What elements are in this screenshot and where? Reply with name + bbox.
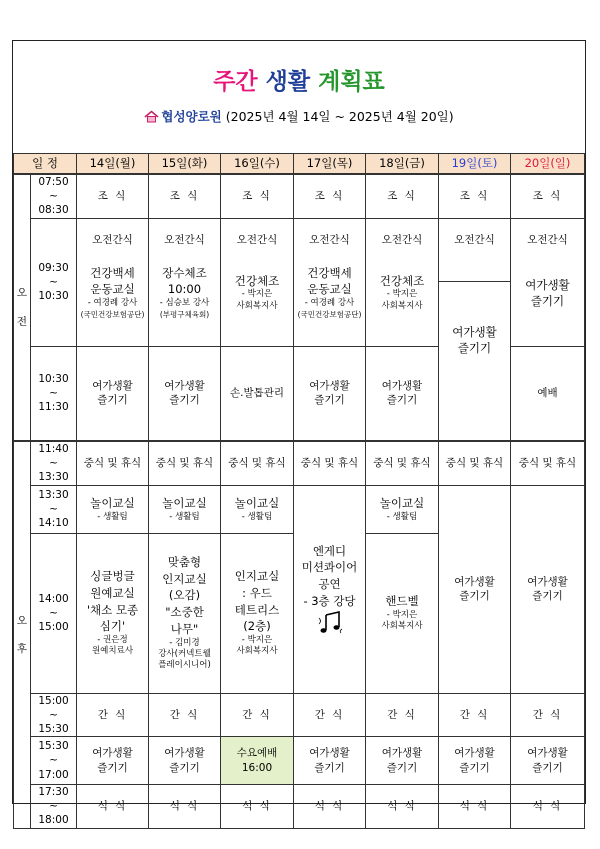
snack-cell: 간 식	[221, 693, 294, 737]
time-cell: 07:50 ~ 08:30	[31, 174, 77, 218]
cell-fri-1530: 여가생활 즐기기	[366, 737, 439, 785]
time-cell: 15:30 ~ 17:00	[31, 737, 77, 785]
cell-wed-1030: 손.발톱관리	[221, 346, 294, 441]
time-cell: 11:40 ~ 13:30	[31, 441, 77, 485]
cell-tue-1030: 여가생활 즐기기	[149, 346, 221, 441]
subtitle	[13, 107, 585, 125]
period: (2025년 4월 14일 ~ 2025년 4월 20일)	[225, 109, 454, 124]
lunch-cell: 중식 및 휴식	[77, 441, 149, 485]
session-am: 오 전	[14, 174, 31, 441]
cell-wed-0930: 오전간식 건강체조 - 박지은 사회복지사	[221, 218, 294, 346]
dinner-cell: 석 식	[366, 785, 439, 829]
row-breakfast	[14, 174, 585, 218]
cell-thu-1530: 여가생활 즐기기	[294, 737, 366, 785]
cell-sun-pm: 여가생활 즐기기	[511, 485, 585, 693]
time-cell: 09:30 ~ 10:30	[31, 218, 77, 346]
dinner-cell: 석 식	[511, 785, 585, 829]
cell-wed-1400: 인지교실 : 우드 테트리스 (2층) - 박지은 사회복지사	[221, 533, 294, 693]
cell-fri-1400: 핸드벨 - 박지은 사회복지사	[366, 533, 439, 693]
cell-sun-1030: 예배	[511, 346, 585, 441]
dinner-cell: 석 식	[221, 785, 294, 829]
breakfast-cell: 조 식	[439, 174, 511, 218]
breakfast-cell: 조 식	[221, 174, 294, 218]
time-cell: 10:30 ~ 11:30	[31, 346, 77, 441]
lunch-cell: 중식 및 휴식	[366, 441, 439, 485]
schedule-table	[13, 153, 585, 829]
cell-mon-0930: 오전간식 건강백세 운동교실 - 여경례 강사 (국민건강보험공단)	[77, 218, 149, 346]
row-1330	[14, 485, 585, 533]
cell-sun-0930: 오전간식 여가생활 즐기기	[511, 218, 585, 346]
dinner-cell: 석 식	[77, 785, 149, 829]
cell-mon-1030: 여가생활 즐기기	[77, 346, 149, 441]
lunch-cell: 중식 및 휴식	[221, 441, 294, 485]
cell-mon-1400: 싱글벙글 원예교실 '채소 모종 심기' - 권은정 원예치료사	[77, 533, 149, 693]
day-thu: 17일(목)	[294, 154, 366, 175]
day-fri: 18일(금)	[366, 154, 439, 175]
cell-thu-1030: 여가생활 즐기기	[294, 346, 366, 441]
row-1530	[14, 737, 585, 785]
lunch-cell: 중식 및 휴식	[149, 441, 221, 485]
row-lunch	[14, 441, 585, 485]
music-note-icon	[317, 611, 343, 635]
breakfast-cell: 조 식	[77, 174, 149, 218]
cell-thu-0930: 오전간식 건강백세 운동교실 - 여경례 강사 (국민건강보험공단)	[294, 218, 366, 346]
breakfast-cell: 조 식	[366, 174, 439, 218]
cell-wed-1330: 놀이교실 - 생활팀	[221, 485, 294, 533]
time-cell: 17:30 ~ 18:00	[31, 785, 77, 829]
dinner-cell: 석 식	[439, 785, 511, 829]
schedule-frame	[12, 40, 586, 827]
snack-cell: 간 식	[77, 693, 149, 737]
row-0930	[14, 218, 585, 346]
time-cell: 15:00 ~ 15:30	[31, 693, 77, 737]
cell-sat-pm: 여가생활 즐기기	[439, 485, 511, 693]
dinner-cell: 석 식	[149, 785, 221, 829]
session-pm: 오 후	[14, 441, 31, 828]
breakfast-cell: 조 식	[511, 174, 585, 218]
row-snack	[14, 693, 585, 737]
breakfast-cell: 조 식	[149, 174, 221, 218]
cell-tue-0930: 오전간식 장수체조 10:00 - 심승보 강사 (부평구체육회)	[149, 218, 221, 346]
header-label: 일 정	[14, 154, 77, 175]
snack-cell: 간 식	[294, 693, 366, 737]
day-sun: 20일(일)	[511, 154, 585, 175]
cell-tue-1330: 놀이교실 - 생활팀	[149, 485, 221, 533]
cell-mon-1330: 놀이교실 - 생활팀	[77, 485, 149, 533]
day-wed: 16일(수)	[221, 154, 294, 175]
lunch-cell: 중식 및 휴식	[294, 441, 366, 485]
page-title: 주간 생활 계획표	[213, 69, 385, 95]
day-sat: 19일(토)	[439, 154, 511, 175]
cell-sat-1530: 여가생활 즐기기	[439, 737, 511, 785]
lunch-cell: 중식 및 휴식	[511, 441, 585, 485]
org-name: 협성양로원	[161, 109, 222, 124]
time-cell: 14:00 ~ 15:00	[31, 533, 77, 693]
home-icon	[144, 110, 159, 123]
cell-fri-1030: 여가생활 즐기기	[366, 346, 439, 441]
cell-tue-1400: 맞춤형 인지교실 (오감) "소중한 나무" - 김미경 강사(커넥트웰 플레이시니어)	[149, 533, 221, 693]
cell-sun-1530: 여가생활 즐기기	[511, 737, 585, 785]
cell-thu-pm: 엔게디 미션콰이어 공연 - 3층 강당	[294, 485, 366, 693]
breakfast-cell: 조 식	[294, 174, 366, 218]
snack-cell: 간 식	[366, 693, 439, 737]
dinner-cell: 석 식	[294, 785, 366, 829]
title-box	[13, 41, 585, 154]
time-cell: 13:30 ~ 14:10	[31, 485, 77, 533]
header-row	[14, 154, 585, 175]
snack-cell: 간 식	[439, 693, 511, 737]
lunch-cell: 중식 및 휴식	[439, 441, 511, 485]
snack-cell: 간 식	[511, 693, 585, 737]
cell-tue-1530: 여가생활 즐기기	[149, 737, 221, 785]
cell-sat-am: 오전간식 여가생활 즐기기	[439, 218, 511, 441]
row-dinner	[14, 785, 585, 829]
cell-mon-1530: 여가생활 즐기기	[77, 737, 149, 785]
day-tue: 15일(화)	[149, 154, 221, 175]
cell-fri-1330: 놀이교실 - 생활팀	[366, 485, 439, 533]
cell-wed-1530: 수요예배 16:00	[221, 737, 294, 785]
day-mon: 14일(월)	[77, 154, 149, 175]
snack-cell: 간 식	[149, 693, 221, 737]
cell-fri-0930: 오전간식 건강체조 - 박지은 사회복지사	[366, 218, 439, 346]
